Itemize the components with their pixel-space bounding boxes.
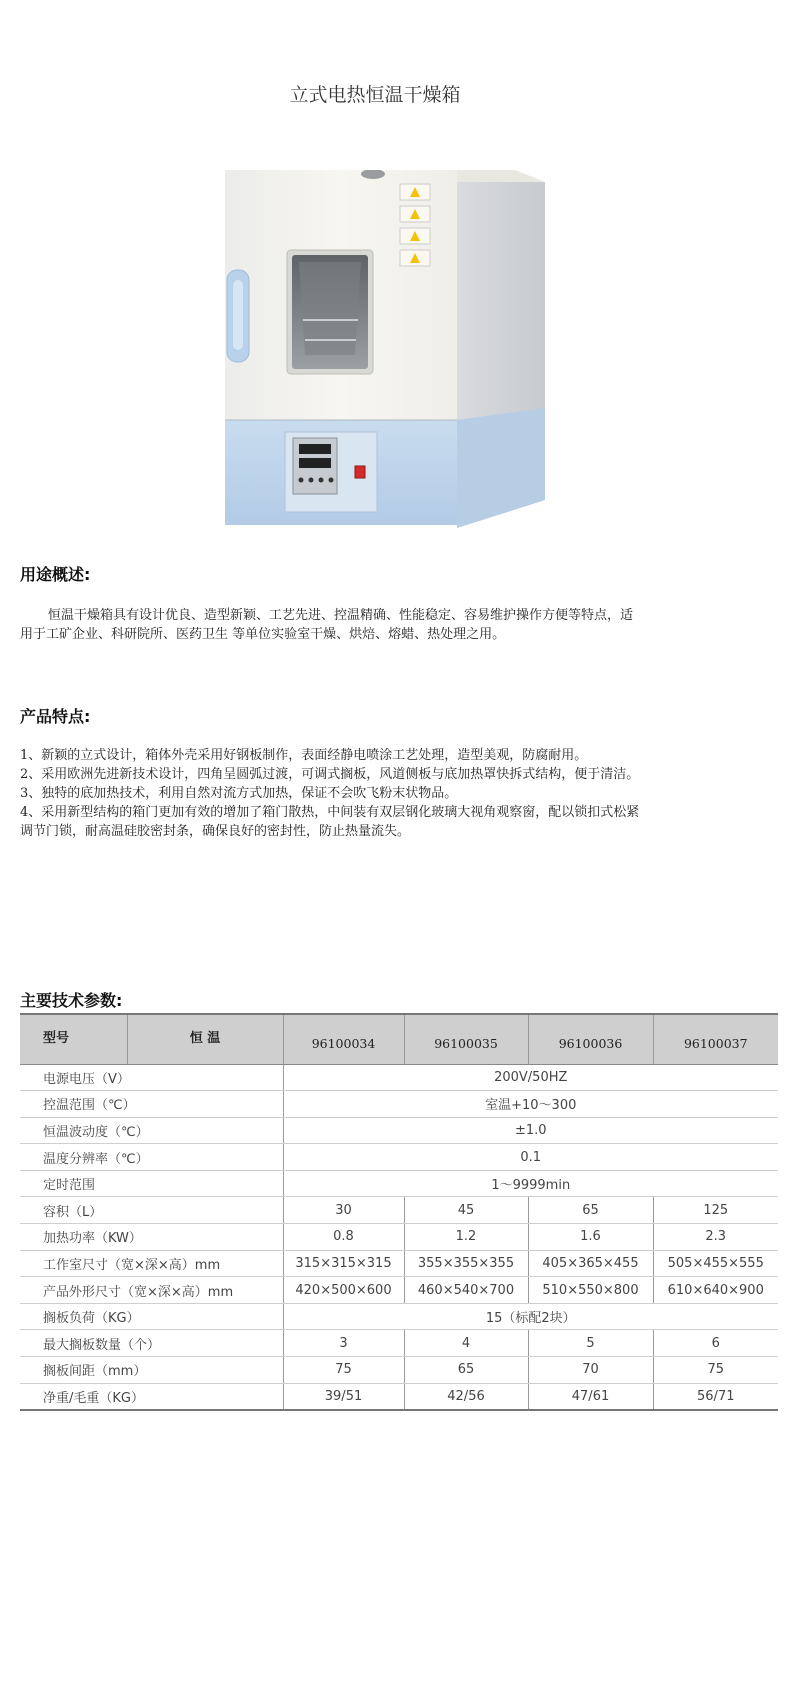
spec-value: 47/61 — [528, 1383, 653, 1410]
spec-row-label: 最大搁板数量（个） — [20, 1330, 283, 1357]
feature-line: 4、采用新型结构的箱门更加有效的增加了箱门散热，中间装有双层钢化玻璃大视角观察窗，配以锁扣式松紧 — [20, 805, 640, 820]
spec-value-merged: ±1.0 — [283, 1117, 778, 1144]
spec-row — [20, 1330, 778, 1357]
usage-line: 恒温干燥箱具有设计优良、造型新颖、工艺先进、控温精确、性能稳定、容易维护操作方便等特点，适 — [48, 608, 634, 623]
spec-header-row — [20, 1014, 778, 1064]
page-title: 立式电热恒温干燥箱 — [289, 84, 461, 106]
header-model: 型号 — [20, 1014, 127, 1064]
spec-row — [20, 1357, 778, 1384]
spec-value: 5 — [528, 1330, 653, 1357]
spec-table — [20, 1013, 778, 1411]
spec-value: 65 — [528, 1197, 653, 1224]
spec-row-label: 产品外形尺寸（宽×深×高）mm — [20, 1277, 283, 1304]
spec-row — [20, 1303, 778, 1330]
feature-line: 1、新颖的立式设计，箱体外壳采用好钢板制作，表面经静电喷涂工艺处理，造型美观，防腐耐用。 — [20, 748, 588, 763]
spec-value: 4 — [404, 1330, 528, 1357]
spec-value: 39/51 — [283, 1383, 404, 1410]
spec-row-label: 恒温波动度（℃） — [20, 1117, 283, 1144]
spec-row-label: 电源电压（V） — [20, 1064, 283, 1091]
specs-heading: 主要技术参数: — [20, 991, 123, 1010]
usage-line: 用于工矿企业、科研院所、医药卫生 等单位实验室干燥、烘焙、熔蜡、热处理之用。 — [20, 627, 506, 642]
spec-value: 65 — [404, 1357, 528, 1384]
spec-value: 2.3 — [653, 1224, 778, 1251]
spec-value-merged: 200V/50HZ — [283, 1064, 778, 1091]
spec-value: 45 — [404, 1197, 528, 1224]
spec-value-merged: 0.1 — [283, 1144, 778, 1171]
spec-row — [20, 1064, 778, 1091]
spec-value: 75 — [283, 1357, 404, 1384]
power-switch-icon — [355, 466, 365, 478]
spec-value: 1.6 — [528, 1224, 653, 1251]
spec-row — [20, 1117, 778, 1144]
header-model-number: 96100036 — [528, 1014, 653, 1064]
spec-row — [20, 1144, 778, 1171]
spec-row — [20, 1277, 778, 1304]
usage-text — [20, 606, 750, 644]
spec-row — [20, 1224, 778, 1251]
spec-value: 460×540×700 — [404, 1277, 528, 1304]
spec-row-label: 温度分辨率（℃） — [20, 1144, 283, 1171]
spec-row-label: 加热功率（KW） — [20, 1224, 283, 1251]
spec-row — [20, 1383, 778, 1410]
cabinet-side-base — [457, 408, 545, 528]
spec-row-label: 搁板负荷（KG） — [20, 1303, 283, 1330]
spec-value: 610×640×900 — [653, 1277, 778, 1304]
feature-line: 调节门锁，耐高温硅胶密封条，确保良好的密封性，防止热量流失。 — [20, 824, 411, 839]
spec-value: 355×355×355 — [404, 1250, 528, 1277]
spec-value: 510×550×800 — [528, 1277, 653, 1304]
header-type: 恒 温 — [127, 1014, 283, 1064]
spec-row — [20, 1170, 778, 1197]
spec-row-label: 控温范围（℃） — [20, 1091, 283, 1118]
spec-value-merged: 15（标配2块） — [283, 1303, 778, 1330]
spec-row — [20, 1091, 778, 1118]
spec-value: 70 — [528, 1357, 653, 1384]
features-text — [20, 746, 750, 841]
spec-value: 42/56 — [404, 1383, 528, 1410]
spec-row-label: 容积（L） — [20, 1197, 283, 1224]
header-model-number: 96100037 — [653, 1014, 778, 1064]
spec-row-label: 搁板间距（mm） — [20, 1357, 283, 1384]
spec-value: 3 — [283, 1330, 404, 1357]
spec-value: 56/71 — [653, 1383, 778, 1410]
spec-value-merged: 室温+10～300 — [283, 1091, 778, 1118]
features-heading: 产品特点: — [20, 707, 91, 726]
feature-line: 3、独特的底加热技术，利用自然对流方式加热，保证不会吹飞粉末状物品。 — [20, 786, 458, 801]
spec-row-label: 定时范围 — [20, 1170, 283, 1197]
spec-row — [20, 1250, 778, 1277]
spec-value: 420×500×600 — [283, 1277, 404, 1304]
spec-value: 1.2 — [404, 1224, 528, 1251]
spec-value-merged: 1～9999min — [283, 1170, 778, 1197]
feature-line: 2、采用欧洲先进新技术设计，四角呈圆弧过渡，可调式搁板，风道侧板与底加热罩快拆式结构，便于清洁。 — [20, 767, 640, 782]
spec-row-label: 净重/毛重（KG） — [20, 1383, 283, 1410]
spec-value: 30 — [283, 1197, 404, 1224]
spec-value: 405×365×455 — [528, 1250, 653, 1277]
spec-value: 315×315×315 — [283, 1250, 404, 1277]
spec-value: 0.8 — [283, 1224, 404, 1251]
drying-oven-image — [225, 170, 560, 570]
spec-value: 125 — [653, 1197, 778, 1224]
spec-value: 505×455×555 — [653, 1250, 778, 1277]
header-model-number: 96100035 — [404, 1014, 528, 1064]
spec-value: 6 — [653, 1330, 778, 1357]
spec-row-label: 工作室尺寸（宽×深×高）mm — [20, 1250, 283, 1277]
header-model-number: 96100034 — [283, 1014, 404, 1064]
spec-row — [20, 1197, 778, 1224]
spec-value: 75 — [653, 1357, 778, 1384]
usage-heading: 用途概述: — [20, 565, 91, 584]
